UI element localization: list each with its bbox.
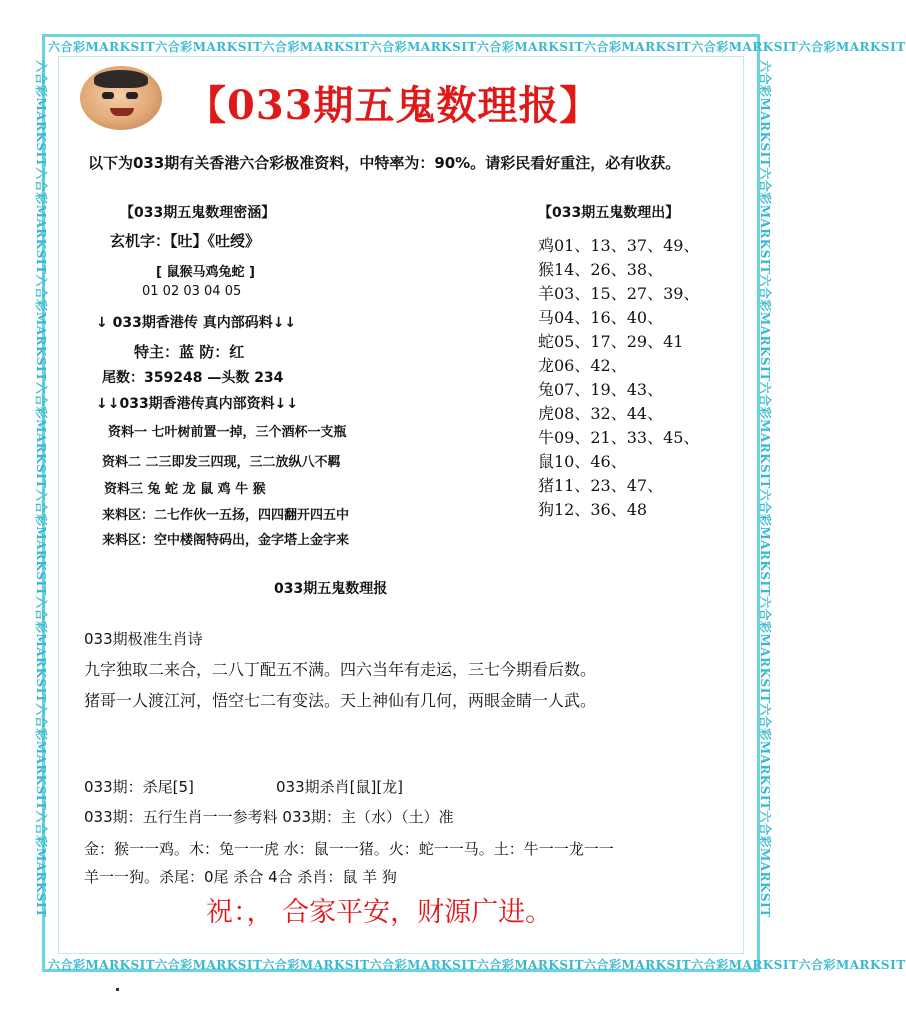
zodiac-row: 虎08、32、44、 (538, 404, 664, 423)
ziliao-1: 资料一 七叶树前置一掉，三个酒杯一支瓶 (108, 425, 347, 440)
watermark-right: 六合彩MARKSIT六合彩MARKSIT六合彩MARKSIT六合彩MARKSIT六合彩MARKSIT六合彩MARKSIT六合彩MARKSIT六合彩MARKSIT (758, 60, 772, 918)
kill-tail: 033期：杀尾[5] (84, 778, 194, 796)
avatar (80, 66, 162, 130)
elements-detail-2: 羊一一狗。杀尾：0尾 杀合 4合 杀肖：鼠 羊 狗 (84, 868, 397, 886)
elements-detail-1: 金：猴一一鸡。木：兔一一虎 水：鼠一一猪。火：蛇一一马。土：牛一一龙一一 (84, 840, 614, 858)
smile-shape (110, 108, 134, 116)
inside-code-heading: ↓ 033期香港传 真内部码料↓↓ (96, 315, 297, 331)
left-heading: 【033期五鬼数理密涵】 (120, 205, 276, 221)
inside-data-heading: ↓↓033期香港传真内部资料↓↓ (96, 396, 299, 412)
zodiac-row: 兔07、19、43、 (538, 380, 664, 399)
poem-line-1: 九字独取二来合，二八丁配五不满。四六当年有走运，三七今期看后数。 (84, 660, 597, 679)
ziliao-3: 资料三 兔 蛇 龙 鼠 鸡 牛 猴 (104, 482, 266, 497)
tezhu-text: 特主：蓝 防：红 (134, 343, 245, 361)
poem-heading: 033期极准生肖诗 (84, 630, 203, 648)
five-elements-line: 033期：五行生肖一一参考料 033期：主（水）（土）准 (84, 808, 454, 826)
kill-zodiac: 033期杀肖[鼠][龙] (276, 778, 404, 796)
zodiac-row: 狗12、36、48 (538, 500, 648, 519)
zodiac-row: 蛇05、17、29、41 (538, 332, 684, 351)
zodiac-row: 鼠10、46、 (538, 452, 627, 471)
xuanjizi: 玄机字：【吐】《吐绶》 (110, 232, 261, 250)
weishu-text: 尾数：359248 —头数 234 (102, 370, 284, 386)
subtitle: 033期五鬼数理报 (274, 581, 388, 597)
zodiac-row: 羊03、15、27、39、 (538, 284, 700, 303)
zodiac-row: 龙06、42、 (538, 356, 627, 375)
watermark-bottom: 六合彩MARKSIT六合彩MARKSIT六合彩MARKSIT六合彩MARKSIT六合彩MARKSIT六合彩MARKSIT六合彩MARKSIT六合彩MARKSIT (48, 958, 906, 972)
page-title: 【033期五鬼数理报】 (186, 82, 601, 129)
ziliao-2: 资料二 二三即发三四现，三二放纵八不羁 (102, 455, 341, 470)
right-heading: 【033期五鬼数理出】 (538, 205, 680, 221)
animals-list: [ 鼠猴马鸡兔蛇 ] (156, 265, 255, 280)
zodiac-row: 鸡01、13、37、49、 (538, 236, 700, 255)
zodiac-row: 猪11、23、47、 (538, 476, 664, 495)
zodiac-row: 马04、16、40、 (538, 308, 664, 327)
blessing-text: 祝：， 合家平安，财源广进。 (206, 897, 553, 928)
intro-text: 以下为033期有关香港六合彩极准资料，中特率为：90%。请彩民看好重注，必有收获。 (88, 154, 681, 172)
laiyuan-2: 来料区：空中楼阁特码出，金字塔上金字来 (102, 533, 350, 548)
stray-dot (116, 988, 119, 991)
numbers-list: 01 02 03 04 05 (142, 284, 242, 299)
glasses-shape (102, 92, 142, 100)
watermark-left: 六合彩MARKSIT六合彩MARKSIT六合彩MARKSIT六合彩MARKSIT六合彩MARKSIT六合彩MARKSIT六合彩MARKSIT六合彩MARKSIT (34, 60, 48, 918)
laiyuan-1: 来料区：二七作伙一五扬，四四翻开四五中 (102, 508, 350, 523)
zodiac-row: 猴14、26、38、 (538, 260, 664, 279)
hair-shape (94, 70, 148, 88)
poem-line-2: 猪哥一人渡江河，悟空七二有变法。天上神仙有几何，两眼金睛一人武。 (84, 691, 597, 710)
watermark-top: 六合彩MARKSIT六合彩MARKSIT六合彩MARKSIT六合彩MARKSIT六合彩MARKSIT六合彩MARKSIT六合彩MARKSIT六合彩MARKSIT (48, 40, 906, 54)
zodiac-row: 牛09、21、33、45、 (538, 428, 700, 447)
